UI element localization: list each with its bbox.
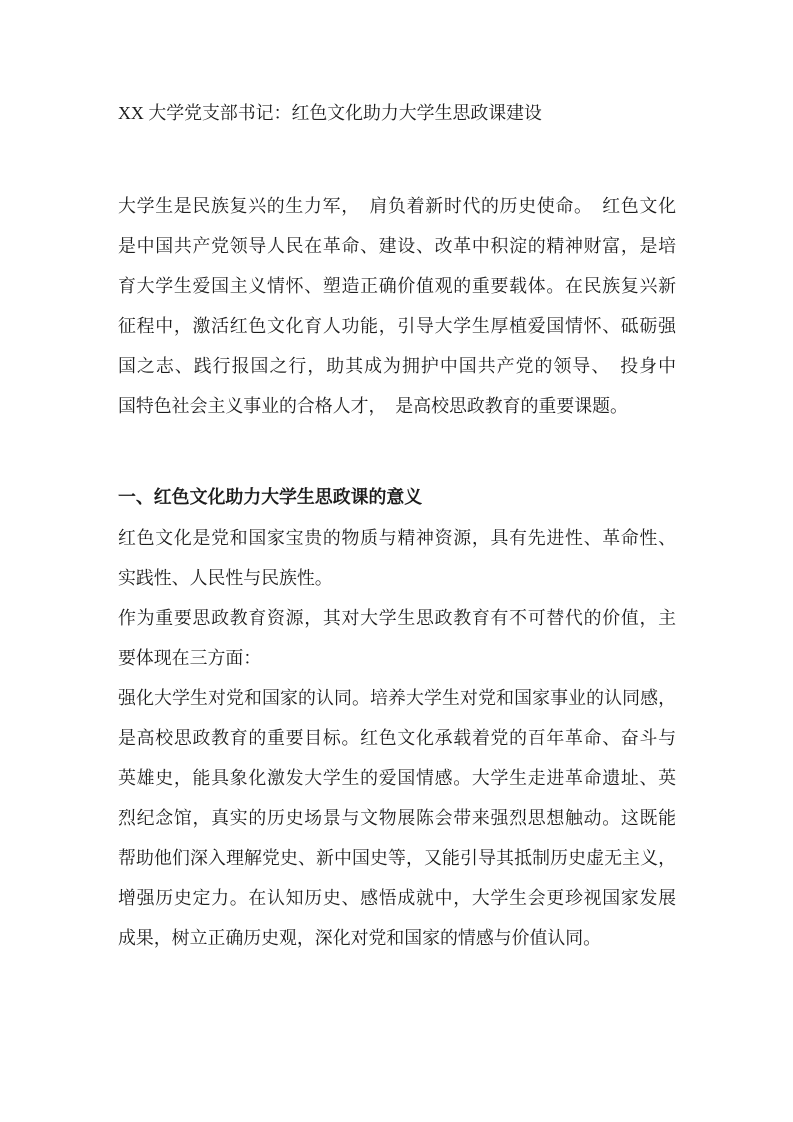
paragraph-line: 红色文化是党和国家宝贵的物质与精神资源，具有先进性、革命性、 (118, 528, 676, 548)
paragraph-line: 要体现在三方面： (118, 648, 262, 668)
document-title: XX 大学党支部书记：红色文化助力大学生思政课建设 (118, 103, 542, 123)
paragraph-line: 帮助他们深入理解党史、新中国史等，又能引导其抵制历史虚无主义， (118, 848, 676, 868)
paragraph-line: 英雄史，能具象化激发大学生的爱国情感。大学生走进革命遗址、英 (118, 768, 676, 788)
paragraph-line: 强化大学生对党和国家的认同。培养大学生对党和国家事业的认同感， (118, 688, 676, 708)
paragraph (118, 598, 676, 678)
section-heading: 一、红色文化助力大学生思政课的意义 (118, 487, 423, 507)
intro-paragraph (118, 186, 676, 426)
paragraph-line: 征程中，激活红色文化育人功能，引导大学生厚植爱国情怀、砥砺强 (118, 316, 676, 336)
paragraph (118, 518, 676, 598)
paragraph-line: 实践性、人民性与民族性。 (118, 568, 333, 588)
paragraph-line: 是高校思政教育的重要目标。红色文化承载着党的百年革命、奋斗与 (118, 728, 676, 748)
paragraph-line: 是中国共产党领导人民在革命、建设、改革中积淀的精神财富，是培 (118, 236, 676, 256)
paragraph (118, 678, 676, 958)
paragraph-line: 增强历史定力。在认知历史、感悟成就中，大学生会更珍视国家发展 (118, 888, 676, 908)
paragraph-line: 烈纪念馆，真实的历史场景与文物展陈会带来强烈思想触动。这既能 (118, 808, 676, 828)
paragraph-line: 育大学生爱国主义情怀、塑造正确价值观的重要载体。在民族复兴新 (118, 276, 676, 296)
paragraph-line: 国特色社会主义事业的合格人才， 是高校思政教育的重要课题。 (118, 396, 628, 416)
paragraph-line: 作为重要思政教育资源，其对大学生思政教育有不可替代的价值，主 (118, 608, 676, 628)
paragraph-line: 国之志、践行报国之行，助其成为拥护中国共产党的领导、 投身中 (118, 356, 676, 376)
paragraph-line: 成果，树立正确历史观，深化对党和国家的情感与价值认同。 (118, 928, 602, 948)
paragraph-line: 大学生是民族复兴的生力军， 肩负着新时代的历史使命。 红色文化 (118, 196, 676, 216)
